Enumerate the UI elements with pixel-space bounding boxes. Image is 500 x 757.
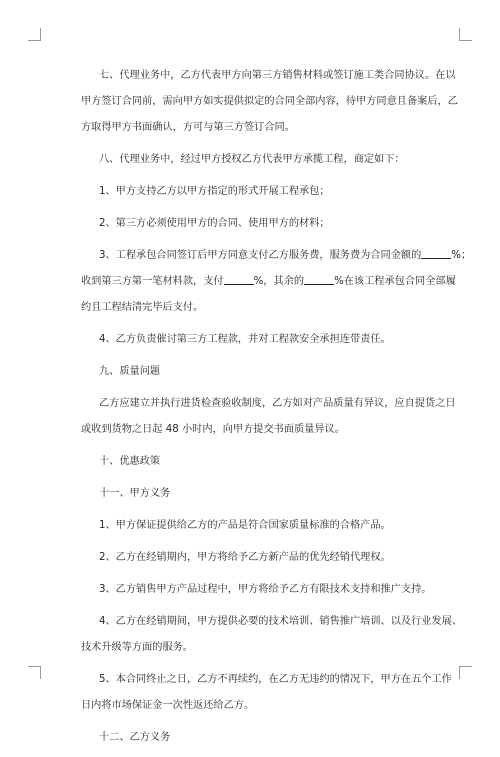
text-line: 或收到货物之日起 48 小时内，向甲方提交书面质量异议。: [81, 424, 345, 435]
text-line: 4、乙方负责催讨第三方工程款，并对工程款安全承担连带责任。: [99, 334, 391, 345]
paragraph-11-item-5: [81, 667, 452, 719]
text-line: 方取得甲方书面确认，方可与第三方签订合同。: [81, 122, 295, 133]
text-line: 1、甲方支持乙方以甲方指定的形式开展工程承包；: [99, 186, 330, 197]
text-line: 技术升级等方面的服务。: [81, 642, 194, 653]
section-10-heading: [81, 449, 441, 475]
text-fragment: 收到第三方第一笔材料款，支付: [81, 276, 224, 287]
text-line: 5、本合同终止之日，乙方不再续约，在乙方无违约的情况下，甲方在五个工作: [99, 674, 452, 685]
section-11-heading: [81, 481, 441, 507]
text-line: 3、乙方销售甲方产品过程中，甲方将给予乙方有限技术支持和推广支持。: [99, 584, 432, 595]
paragraph-8-item-1: [81, 179, 441, 205]
text-line: [81, 243, 472, 269]
paragraph-8-item-2: [81, 211, 441, 237]
fill-in-blank: [304, 273, 334, 285]
text-line: 甲方签订合同前，需向甲方如实提供拟定的合同全部内容，待甲方同意且备案后，乙: [81, 96, 458, 107]
paragraph-7-agency-sales: [81, 63, 458, 141]
crop-mark-bottom-right: [459, 666, 472, 679]
text-line: 七、代理业务中，乙方代表甲方向第三方销售材料或签订施工类合同协议。在以: [99, 70, 456, 81]
text-fragment: 3、工程承包合同签订后甲方同意支付乙方服务费，服务费为合同金额的: [99, 250, 422, 261]
text-line: 2、第三方必须使用甲方的合同、使用甲方的材料；: [99, 218, 330, 229]
crop-mark-top-right: [459, 28, 472, 41]
text-line: 十、优惠政策: [99, 456, 161, 467]
paragraph-11-item-1: [81, 513, 441, 539]
text-line: 乙方应建立并执行进货检查验收制度，乙方如对产品质量有异议，应自提货之日: [99, 398, 456, 409]
paragraph-11-item-2: [81, 545, 441, 571]
paragraph-8-heading: [81, 147, 441, 173]
paragraph-8-item-4: [81, 327, 441, 353]
text-line: 4、乙方在经销期间，甲方提供必要的技术培训、销售推广培训、以及行业发展、: [99, 616, 463, 627]
paragraph-11-item-3: [81, 577, 441, 603]
section-12-heading: [81, 725, 441, 751]
text-line: 约且工程结清完毕后支付。: [81, 302, 204, 313]
text-line: 八、代理业务中，经过甲方授权乙方代表甲方承揽工程，商定如下：: [99, 154, 405, 165]
crop-mark-top-left: [28, 28, 41, 41]
crop-mark-bottom-left: [28, 666, 41, 679]
text-line: 十一、甲方义务: [99, 488, 171, 499]
fill-in-blank: [421, 247, 451, 259]
paragraph-9-quality: [81, 391, 456, 443]
text-fragment: %；: [451, 250, 472, 261]
text-line: 日内将市场保证金一次性返还给乙方。: [81, 700, 255, 711]
text-fragment: %在该工程承包合同全部履: [334, 276, 456, 287]
paragraph-8-item-3-service-fee: [81, 243, 472, 321]
text-line: 2、乙方在经销期内，甲方将给予乙方新产品的优先经销代理权。: [99, 552, 391, 563]
text-line: [81, 269, 456, 295]
text-line: 十二、乙方义务: [99, 732, 171, 743]
text-fragment: %，其余的: [253, 276, 305, 287]
section-9-heading: [81, 359, 441, 385]
text-line: 九、质量问题: [99, 366, 161, 377]
paragraph-11-item-4: [81, 609, 463, 661]
text-line: 1、甲方保证提供给乙方的产品是符合国家质量标准的合格产品。: [99, 520, 391, 531]
document-page: [81, 63, 472, 757]
fill-in-blank: [224, 273, 254, 285]
